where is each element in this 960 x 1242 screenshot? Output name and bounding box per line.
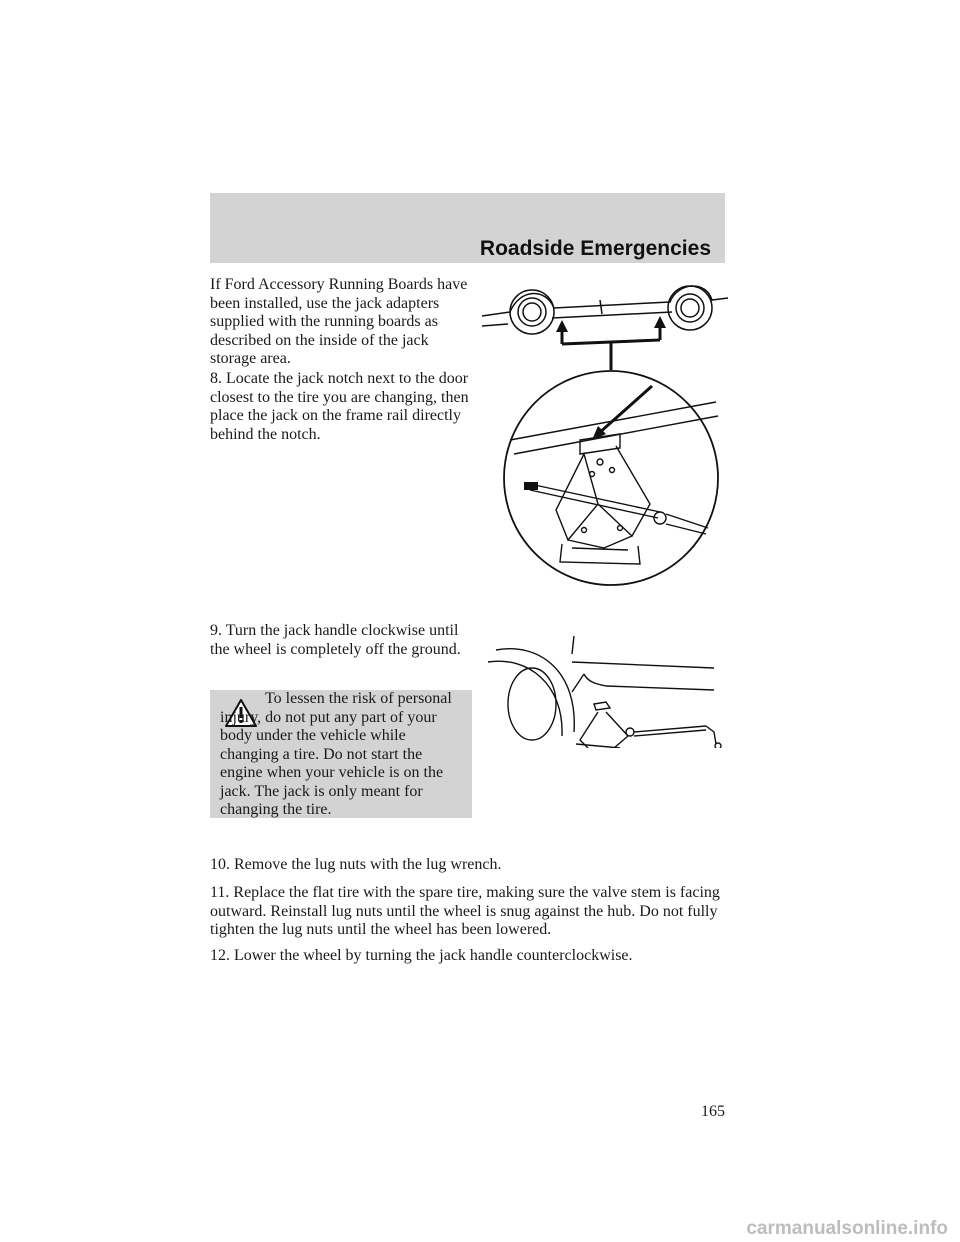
step-9-paragraph: 9. Turn the jack handle clockwise until the wheel is completely off the ground. — [210, 622, 461, 658]
section-header — [210, 193, 725, 263]
step-10-paragraph: 10. Remove the lug nuts with the lug wrench. — [210, 856, 502, 873]
jack-placement-illustration — [480, 278, 730, 596]
warning-box — [210, 690, 472, 818]
jack-lifting-illustration — [488, 632, 726, 748]
footer-watermark: carmanualsonline.info — [746, 1218, 948, 1239]
step-11-paragraph: 11. Replace the flat tire with the spare tire, making sure the valve stem is facing outward. Reinstall lug nuts until the wheel is snug against the hub. Do not fully tighten the lug nuts until the wheel has been lowered. — [210, 884, 720, 938]
page-number: 165 — [701, 1103, 725, 1120]
step-8-paragraph: 8. Locate the jack notch next to the door closest to the tire you are changing, then place the jack on the frame rail directly behind the notch. — [210, 370, 469, 443]
section-title: Roadside Emergencies — [479, 237, 711, 260]
running-boards-paragraph: If Ford Accessory Running Boards have been installed, use the jack adapters supplied with the running boards as described on the inside of the jack storage area. — [210, 276, 468, 367]
warning-text: To lessen the risk of personal injury, do not put any part of your body under the vehicle while changing a tire. Do not start the engine when your vehicle is on the jack. The jack is only meant for changing the tire. — [220, 690, 452, 818]
step-12-paragraph: 12. Lower the wheel by turning the jack handle counterclockwise. — [210, 947, 633, 964]
